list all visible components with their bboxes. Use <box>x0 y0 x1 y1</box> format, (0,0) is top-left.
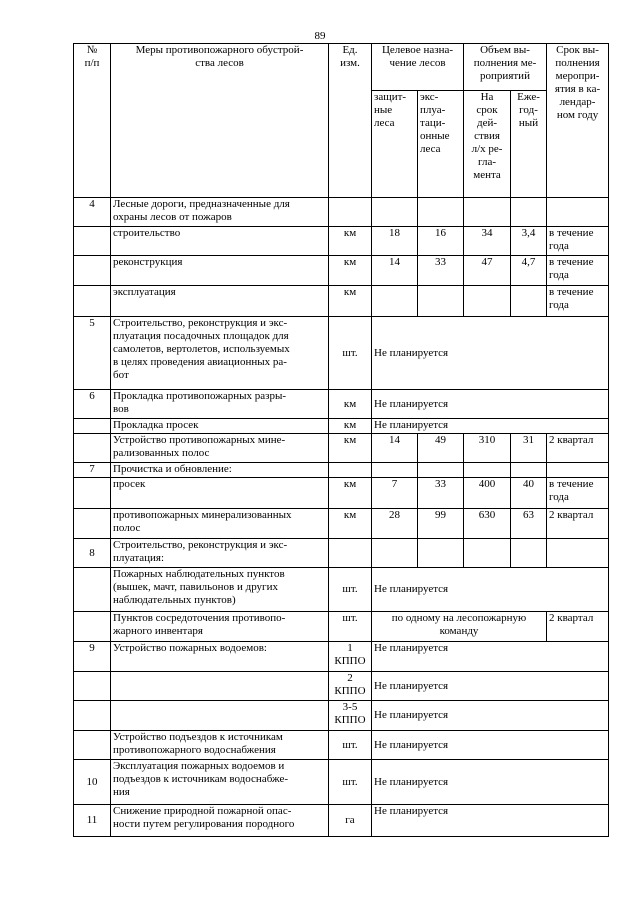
row-text: Лесные дороги, предназначенные для охраны лесов от пожаров <box>111 198 329 227</box>
row-text: Пунктов сосредоточения противопо- жарного инвентаря <box>111 612 329 642</box>
row-unit: км <box>329 419 372 434</box>
row-text: строительство <box>111 227 329 256</box>
table-row <box>74 612 609 642</box>
row-unit: км <box>329 478 372 509</box>
page-number: 89 <box>314 30 326 42</box>
row-expl: 33 <box>418 256 464 286</box>
row-text: Устройство подъездов к источникам противопожарного водоснабжения <box>111 731 329 760</box>
row-unit: 2 КППО <box>329 672 372 701</box>
row-unit: га <box>329 805 372 837</box>
table-row <box>74 642 609 672</box>
row-note: Не планируется <box>372 760 609 805</box>
header-measures: Меры противопожарного обустрой- ства лесов <box>111 44 329 198</box>
row-text: противопожарных минерализованных полос <box>111 509 329 539</box>
row-unit: км <box>329 509 372 539</box>
row-note: Не планируется <box>372 642 609 672</box>
table-row <box>74 227 609 256</box>
table-row <box>74 478 609 509</box>
row-text: просек <box>111 478 329 509</box>
row-note: Не планируется <box>372 731 609 760</box>
row-note: Не планируется <box>372 701 609 731</box>
row-unit: км <box>329 434 372 463</box>
row-text: Пожарных наблюдательных пунктов (вышек, мачт, павильонов и других наблюдательных пунктов) <box>111 568 329 612</box>
row-deadline: в течение года <box>547 478 609 509</box>
table-row <box>74 731 609 760</box>
row-text: Устройство противопожарных мине- рализованных полос <box>111 434 329 463</box>
row-prot: 14 <box>372 256 418 286</box>
row-unit: шт. <box>329 612 372 642</box>
row-annual: 4,7 <box>511 256 547 286</box>
row-note: Не планируется <box>372 390 609 419</box>
table-row <box>74 419 609 434</box>
row-num: 7 <box>74 463 111 478</box>
row-text: Прокладка просек <box>111 419 329 434</box>
table-row <box>74 672 609 701</box>
header-per-term: На срок дей- ствия л/х ре- гла- мента <box>464 91 511 198</box>
row-text: Прокладка противопожарных разры- вов <box>111 390 329 419</box>
row-note: Не планируется <box>372 672 609 701</box>
row-text: Строительство, реконструкция и экс- плуатация посадочных площадок для самолетов, вертолетов, используемых в целях проведения авиационных ра- бот <box>111 317 329 390</box>
row-unit: шт. <box>329 568 372 612</box>
table-row <box>74 509 609 539</box>
table-row <box>74 256 609 286</box>
header-num: № п/п <box>74 44 111 198</box>
row-text: Снижение природной пожарной опас- ности путем регулирования породного <box>111 805 329 837</box>
row-note: Не планируется <box>372 419 609 434</box>
row-note: Не планируется <box>372 317 609 390</box>
row-text: Устройство пожарных водоемов: <box>111 642 329 672</box>
table-row <box>74 539 609 568</box>
row-num: 9 <box>74 642 111 672</box>
row-prot: 7 <box>372 478 418 509</box>
row-num: 8 <box>74 539 111 568</box>
row-deadline: в течение года <box>547 286 609 317</box>
header-annual: Еже- год- ный <box>511 91 547 198</box>
row-unit: шт. <box>329 760 372 805</box>
row-note: Не планируется <box>372 805 609 837</box>
table-row <box>74 760 609 805</box>
row-num: 10 <box>74 760 111 805</box>
table-row <box>74 463 609 478</box>
row-term: 47 <box>464 256 511 286</box>
row-text: Прочистка и обновление: <box>111 463 329 478</box>
row-term: 310 <box>464 434 511 463</box>
fire-measures-table <box>73 43 609 837</box>
row-prot: 28 <box>372 509 418 539</box>
row-text: Строительство, реконструкция и экс- плуатация: <box>111 539 329 568</box>
header-volume: Объем вы- полнения ме- роприятий <box>464 44 547 91</box>
row-num: 5 <box>74 317 111 390</box>
table-row <box>74 317 609 390</box>
row-term: 34 <box>464 227 511 256</box>
header-target: Целевое назна- чение лесов <box>372 44 464 91</box>
row-unit: км <box>329 390 372 419</box>
header-exploitation: экс- плуа- таци- онные леса <box>418 91 464 198</box>
row-annual: 3,4 <box>511 227 547 256</box>
row-prot: 14 <box>372 434 418 463</box>
row-num: 4 <box>74 198 111 227</box>
row-text: Эксплуатация пожарных водоемов и подъездов к источникам водоснабже- ния <box>111 760 329 805</box>
row-unit: 3-5 КППО <box>329 701 372 731</box>
header-row-top <box>74 44 609 91</box>
header-protective: защит- ные леса <box>372 91 418 198</box>
row-unit: 1 КППО <box>329 642 372 672</box>
row-text: реконструкция <box>111 256 329 286</box>
row-expl: 49 <box>418 434 464 463</box>
table-row <box>74 701 609 731</box>
row-unit: км <box>329 256 372 286</box>
row-annual: 63 <box>511 509 547 539</box>
row-deadline: в течение года <box>547 256 609 286</box>
row-deadline: в течение года <box>547 227 609 256</box>
row-expl: 33 <box>418 478 464 509</box>
row-text: эксплуатация <box>111 286 329 317</box>
row-annual: 40 <box>511 478 547 509</box>
row-deadline: 2 квартал <box>547 509 609 539</box>
header-deadline: Срок вы- полнения меропри- ятия в ка- лендар- ном году <box>547 44 609 198</box>
row-term: 630 <box>464 509 511 539</box>
table-row <box>74 286 609 317</box>
table-row <box>74 390 609 419</box>
row-note: по одному на лесопожарную команду <box>372 612 547 642</box>
row-prot: 18 <box>372 227 418 256</box>
row-expl: 16 <box>418 227 464 256</box>
row-unit: шт. <box>329 731 372 760</box>
row-num: 6 <box>74 390 111 419</box>
row-num: 11 <box>74 805 111 837</box>
row-deadline: 2 квартал <box>547 434 609 463</box>
table-row <box>74 805 609 837</box>
row-unit: км <box>329 227 372 256</box>
header-unit: Ед. изм. <box>329 44 372 198</box>
row-term: 400 <box>464 478 511 509</box>
table-row <box>74 568 609 612</box>
row-deadline: 2 квартал <box>547 612 609 642</box>
row-unit: шт. <box>329 317 372 390</box>
row-note: Не планируется <box>372 568 609 612</box>
row-unit: км <box>329 286 372 317</box>
table-row <box>74 434 609 463</box>
row-expl: 99 <box>418 509 464 539</box>
table-row <box>74 198 609 227</box>
row-annual: 31 <box>511 434 547 463</box>
